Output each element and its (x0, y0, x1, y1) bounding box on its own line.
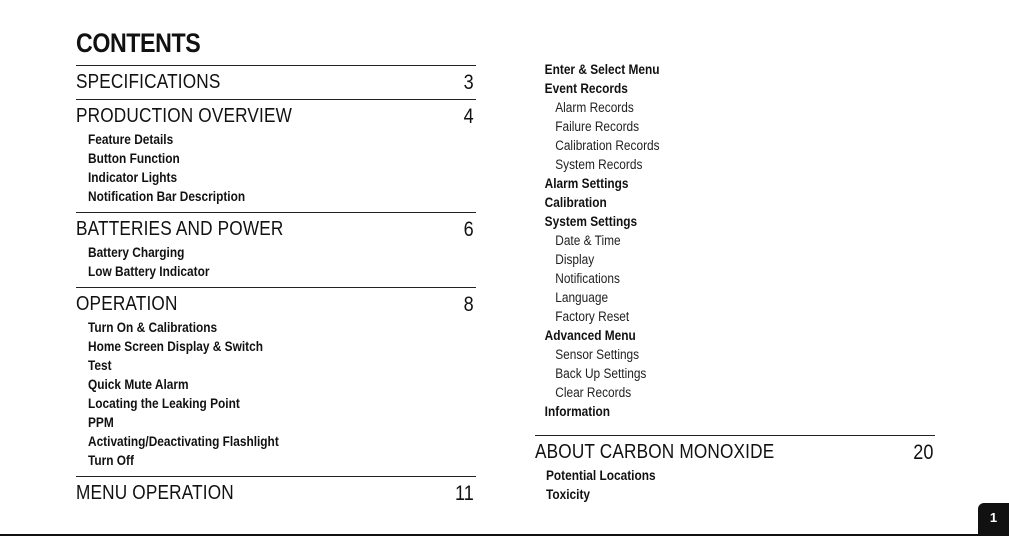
section-page-number: 4 (463, 105, 474, 128)
section-page-number: 20 (912, 441, 933, 464)
section-title: BATTERIES AND POWER (76, 218, 284, 240)
toc-right-column (535, 60, 935, 421)
toc-subentry[interactable]: Display (555, 252, 595, 267)
section-page-number: 3 (463, 71, 474, 94)
section-items (76, 318, 476, 476)
section-heading (76, 66, 476, 99)
toc-section-about-carbon-monoxide[interactable] (535, 435, 935, 510)
section-items (76, 130, 476, 212)
toc-entry[interactable]: Alarm Settings (544, 176, 629, 191)
toc-entry[interactable]: Turn Off (88, 453, 134, 468)
toc-subentry[interactable]: Back Up Settings (555, 366, 647, 381)
toc-subentry[interactable]: Sensor Settings (555, 347, 640, 362)
toc-subentry[interactable]: System Records (555, 157, 643, 172)
section-page-number: 6 (463, 218, 474, 241)
toc-entry[interactable]: Test (88, 358, 112, 373)
section-heading (76, 100, 476, 133)
toc-entry[interactable]: Button Function (88, 151, 180, 166)
section-page-number: 11 (455, 482, 474, 505)
toc-entry[interactable]: Quick Mute Alarm (88, 377, 189, 392)
section-title: SPECIFICATIONS (76, 71, 221, 93)
toc-subentry[interactable]: Calibration Records (555, 138, 660, 153)
section-title: MENU OPERATION (76, 482, 234, 504)
toc-section[interactable] (76, 212, 476, 287)
toc-entry[interactable]: Low Battery Indicator (88, 264, 210, 279)
toc-entry[interactable]: Feature Details (88, 132, 174, 147)
section-heading (76, 288, 476, 321)
toc-entry[interactable]: Home Screen Display & Switch (88, 339, 263, 354)
toc-subentry[interactable]: Factory Reset (555, 309, 630, 324)
toc-subentry[interactable]: Date & Time (555, 233, 621, 248)
toc-subentry[interactable]: Clear Records (555, 385, 632, 400)
section-title: OPERATION (76, 293, 178, 315)
toc-section[interactable] (76, 99, 476, 212)
toc-entry[interactable]: Battery Charging (88, 245, 185, 260)
section-heading (76, 477, 476, 510)
section-title: ABOUT CARBON MONOXIDE (535, 441, 775, 463)
toc-entry[interactable]: System Settings (544, 214, 638, 229)
toc-left-column (76, 65, 476, 510)
toc-entry[interactable]: Enter & Select Menu (544, 62, 660, 77)
toc-entry[interactable]: Calibration (544, 195, 607, 210)
toc-entry[interactable]: Event Records (544, 81, 628, 96)
toc-entry[interactable]: Activating/Deactivating Flashlight (88, 434, 279, 449)
page-number-badge: 1 (978, 503, 1009, 536)
toc-section[interactable] (76, 65, 476, 99)
toc-entry[interactable]: Indicator Lights (88, 170, 178, 185)
toc-section[interactable] (76, 287, 476, 476)
toc-entry[interactable]: Potential Locations (546, 468, 656, 483)
toc-subentry[interactable]: Alarm Records (555, 100, 634, 115)
section-items (76, 243, 476, 287)
toc-entry[interactable]: Turn On & Calibrations (88, 320, 218, 335)
section-page-number: 8 (463, 293, 474, 316)
toc-entry[interactable]: Toxicity (546, 487, 591, 502)
toc-entry[interactable]: Advanced Menu (544, 328, 636, 343)
section-heading (535, 436, 935, 469)
toc-entry[interactable]: Locating the Leaking Point (88, 396, 240, 411)
section-heading (76, 213, 476, 246)
contents-title: CONTENTS (76, 28, 201, 58)
toc-subentry[interactable]: Notifications (555, 271, 620, 286)
toc-subentry[interactable]: Failure Records (555, 119, 640, 134)
toc-subentry[interactable]: Language (555, 290, 609, 305)
toc-entry[interactable]: Notification Bar Description (88, 189, 246, 204)
section-items (535, 466, 935, 510)
section-title: PRODUCTION OVERVIEW (76, 105, 293, 127)
toc-section[interactable] (76, 476, 476, 510)
toc-entry[interactable]: Information (544, 404, 611, 419)
toc-entry[interactable]: PPM (88, 415, 114, 430)
